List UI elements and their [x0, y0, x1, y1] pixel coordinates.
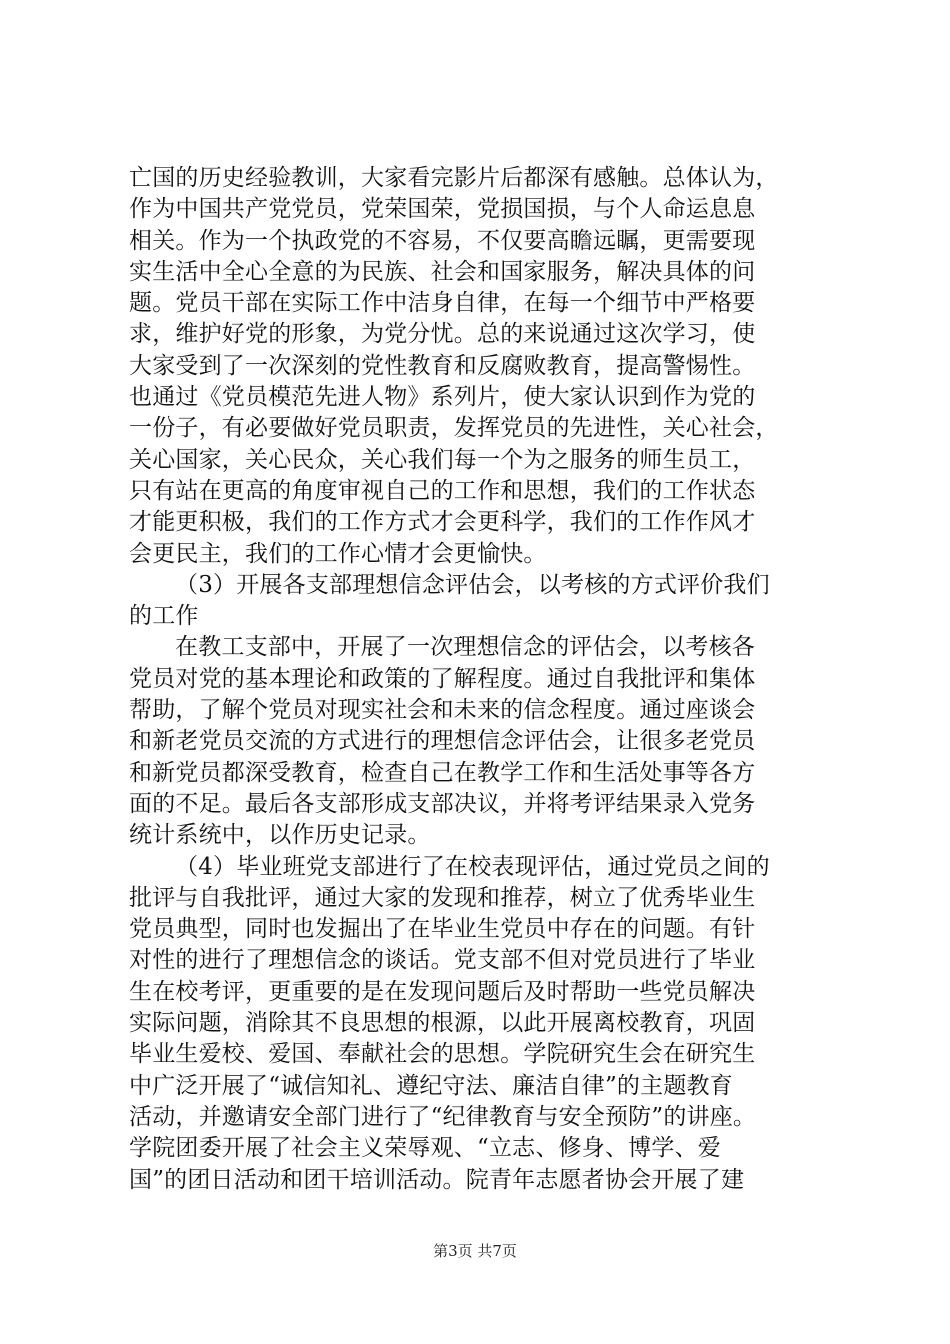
text-line: 亡国的历史经验教训，大家看完影片后都深有感触。总体认为，	[129, 165, 779, 191]
text-line: 关心国家，关心民众，关心我们每一个为之服务的师生员工，	[129, 446, 756, 473]
text-line: 的工作	[129, 603, 199, 630]
text-line: 在教工支部中，开展了一次理想信念的评估会，以考核各	[175, 634, 755, 661]
text-line: 党员典型，同时也发掘出了在毕业生党员中存在的问题。有针	[129, 916, 756, 943]
text-line: （4）毕业班党支部进行了在校表现评估，通过党员之间的	[175, 853, 770, 880]
text-line: 和新老党员交流的方式进行的理想信念评估会，让很多老党员	[129, 728, 756, 755]
text-line: 毕业生爱校、爱国、奉献社会的思想。学院研究生会在研究生	[129, 1041, 756, 1068]
text-line: 才能更积极，我们的工作方式才会更科学，我们的工作作风才	[129, 509, 756, 536]
text-line: 国”的团日活动和团干培训活动。院青年志愿者协会开展了建	[129, 1166, 745, 1193]
text-line: 对性的进行了理想信念的谈话。党支部不但对党员进行了毕业	[129, 947, 756, 974]
text-line: 求，维护好党的形象，为党分忧。总的来说通过这次学习，使	[129, 321, 756, 348]
text-line: 只有站在更高的角度审视自己的工作和思想，我们的工作状态	[129, 477, 756, 504]
text-line: 统计系统中，以作历史记录。	[129, 822, 431, 849]
document-body	[129, 163, 829, 1196]
text-line: 一份子，有必要做好党员职责，发挥党员的先进性，关心社会，	[129, 415, 779, 442]
page-footer: 第3页 共7页	[433, 1242, 517, 1260]
text-line: 会更民主，我们的工作心情才会更愉快。	[129, 540, 547, 567]
text-line: 面的不足。最后各支部形成支部决议，并将考评结果录入党务	[129, 790, 756, 817]
text-line: 也通过《党员模范先进人物》系列片，使大家认识到作为党的	[129, 384, 756, 411]
text-line: 实际问题，消除其不良思想的根源，以此开展离校教育，巩固	[129, 1010, 756, 1037]
text-line: 生在校考评，更重要的是在发现问题后及时帮助一些党员解决	[129, 978, 756, 1005]
text-line: 中广泛开展了“诚信知礼、遵纪守法、廉洁自律”的主题教育	[129, 1072, 733, 1099]
text-line: 学院团委开展了社会主义荣辱观、“立志、修身、博学、爱	[129, 1135, 721, 1162]
text-line: 作为中国共产党党员，党荣国荣，党损国损，与个人命运息息	[129, 196, 756, 223]
text-line: 党员对党的基本理论和政策的了解程度。通过自我批评和集体	[129, 665, 756, 692]
text-line: 实生活中全心全意的为民族、社会和国家服务，解决具体的问	[129, 258, 756, 285]
text-line: （3）开展各支部理想信念评估会，以考核的方式评价我们	[175, 571, 770, 598]
text-line: 帮助，了解个党员对现实社会和未来的信念程度。通过座谈会	[129, 697, 756, 724]
text-line: 题。党员干部在实际工作中洁身自律，在每一个细节中严格要	[129, 290, 756, 317]
text-line: 相关。作为一个执政党的不容易，不仅要高瞻远瞩，更需要现	[129, 227, 756, 254]
text-line: 活动，并邀请安全部门进行了“纪律教育与安全预防”的讲座。	[129, 1103, 757, 1130]
text-line: 和新党员都深受教育，检查自己在教学工作和生活处事等各方	[129, 759, 756, 786]
text-line: 批评与自我批评，通过大家的发现和推荐，树立了优秀毕业生	[129, 884, 756, 911]
text-line: 大家受到了一次深刻的党性教育和反腐败教育，提高警惕性。	[129, 352, 756, 379]
